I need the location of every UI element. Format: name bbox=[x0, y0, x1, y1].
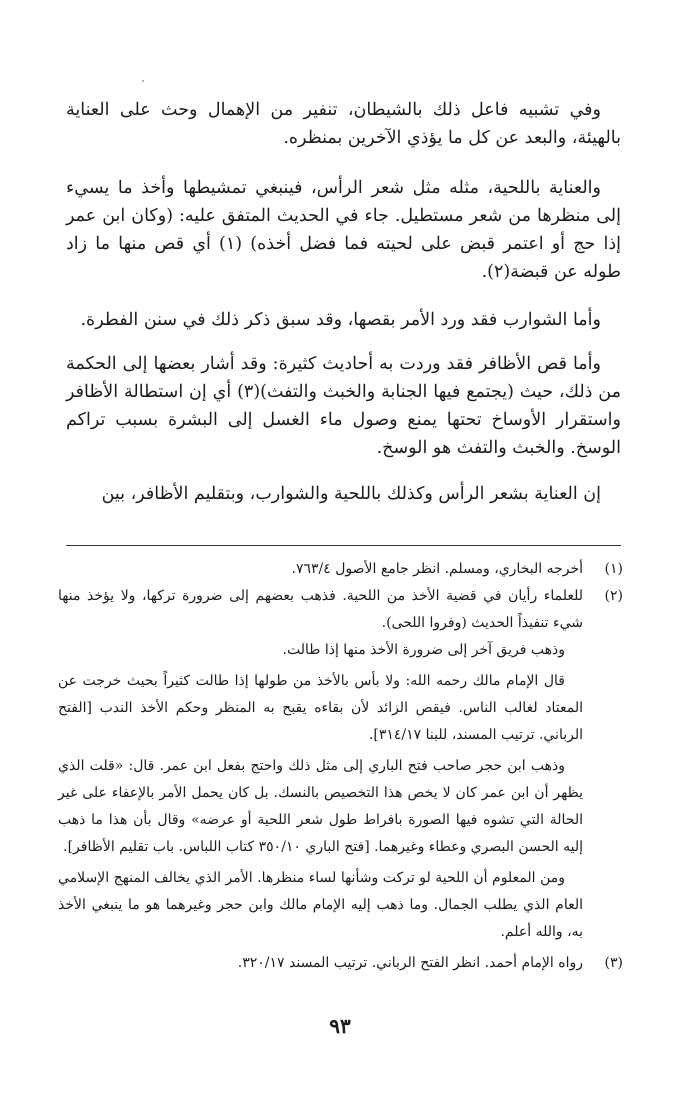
footnote-1-number: (١) bbox=[604, 561, 623, 577]
main-body-text bbox=[66, 96, 621, 522]
footnote-1-text: أخرجه البخاري، ومسلم. انظر جامع الأصول ٧٦٣/٤. bbox=[291, 561, 583, 577]
paragraph-4: وأما قص الأظافر فقد وردت به أحاديث كثيرة: وقد أشار بعضها إلى الحكمة من ذلك، حيث (يجتمع فيها الجنابة والخبث والتفث)(٣) أي إن استطالة الأظافر واستقرار الأوساخ تحتها يمنع وصول ماء الغسل إلى البشرة بسبب تراكم الوسخ. والخبث والتفث هو الوسخ. bbox=[66, 354, 621, 458]
footnote-2-text: للعلماء رأيان في قضية الأخذ من اللحية. فذهب بعضهم إلى ضرورة تركها، ولا يؤخذ منها شيء تنفيذاً الحديث (وفروا اللحى). bbox=[58, 588, 583, 631]
footnote-2-continuation-3: وذهب ابن حجر صاحب فتح الباري إلى مثل ذلك واحتج بفعل ابن عمر. قال: «قلت الذي يظهر أن ابن عمر كان لا يخص هذا التخصيص بالنسك. بل كان يحمل الأمر بالإعفاء على غير الحالة التي تشوه فيها الصورة بافراط طول شعر اللحية أو عرضه» وقال بأن هذا ما ذهب إليه الحسن البصري وعطاء وغيرهما. [فتح الباري ٣٥٠/١٠ كتاب اللباس. باب تقليم الأظافر]. bbox=[58, 758, 583, 855]
scan-speck bbox=[142, 80, 144, 82]
footnote-2-continuation-2: قال الإمام مالك رحمه الله: ولا بأس بالأخذ من طولها إذا طالت كثيراً بحيث خرجت عن المعتاد لغالب الناس. فيقص الزائد لأن بقاءه يقبح به المنظر وحكم الأخذ الندب [الفتح الرباني. ترتيب المسند، للبنا ٣١٤/١٧]. bbox=[58, 673, 583, 743]
paragraph-3: وأما الشوارب فقد ورد الأمر بقصها، وقد سبق ذكر ذلك في سنن الفطرة. bbox=[80, 310, 601, 330]
footnote-1 bbox=[58, 556, 623, 583]
footnote-2-continuation-4: ومن المعلوم أن اللحية لو تركت وشأنها لساء منظرها. الأمر الذي يخالف المنهج الإسلامي العام الذي يطلب الجمال. وما ذهب إليه الإمام مالك وابن حجر وغيرهما هو ما ينبغي الأخذ به، والله أعلم. bbox=[58, 870, 583, 940]
footnote-3-number: (٣) bbox=[604, 955, 623, 971]
paragraph-1: وفي تشبيه فاعل ذلك بالشيطان، تنفير من الإهمال وحث على العناية بالهيئة، والبعد عن كل ما يؤذي الآخرين بمنظره. bbox=[66, 100, 621, 148]
footnote-3-text: رواه الإمام أحمد. انظر الفتح الرباني. ترتيب المسند ٣٢٠/١٧. bbox=[237, 955, 583, 971]
paragraph-2: والعناية باللحية، مثله مثل شعر الرأس، فينبغي تمشيطها وأخذ ما يسيء إلى منظرها من شعر مستطيل. جاء في الحديث المتفق عليه: (وكان ابن عمر إذا حج أو اعتمر قبض على لحيته فما فضل أخذه) (١) أي قص منها ما زاد طوله عن قبضة(٢). bbox=[66, 178, 621, 282]
footnote-divider bbox=[66, 545, 621, 546]
paragraph-5: إن العناية بشعر الرأس وكذلك باللحية والشوارب، وبتقليم الأظافر، بين bbox=[101, 484, 601, 504]
footnote-2-number: (٢) bbox=[604, 588, 623, 604]
footnotes-section bbox=[58, 556, 623, 977]
page-number: ٩٣ bbox=[329, 1014, 351, 1038]
footnote-3 bbox=[58, 950, 623, 977]
footnote-2-continuation-1: وذهب فريق آخر إلى ضرورة الأخذ منها إذا طالت. bbox=[282, 642, 565, 658]
footnote-2 bbox=[58, 583, 623, 637]
